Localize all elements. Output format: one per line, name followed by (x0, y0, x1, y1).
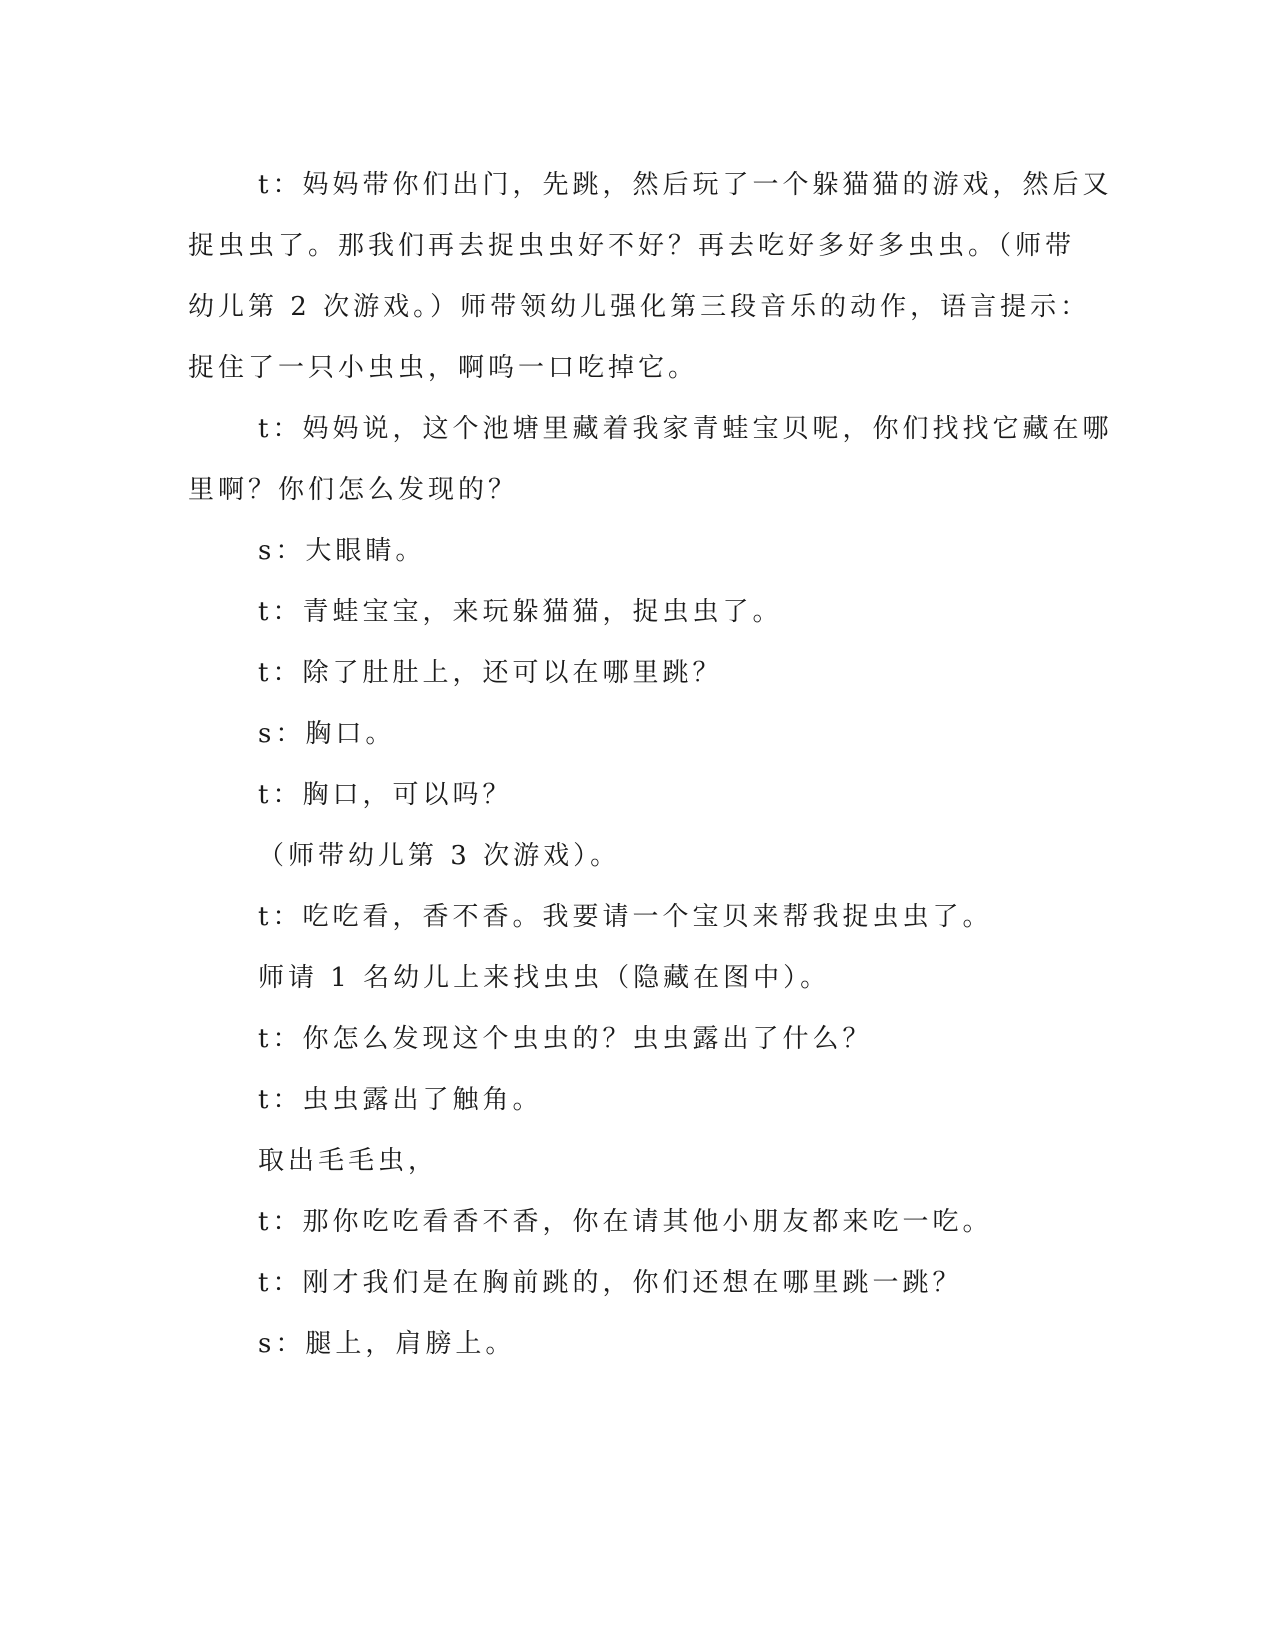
dialogue-line: t：刚才我们是在胸前跳的，你们还想在哪里跳一跳？ (258, 1268, 963, 1298)
paragraph-line: 里啊？你们怎么发现的？ (188, 475, 519, 505)
dialogue-line: t：青蛙宝宝，来玩躲猫猫，捉虫虫了。 (258, 597, 783, 627)
stage-note: （师带幼儿第 3 次游戏）。 (258, 841, 621, 871)
dialogue-line: t：那你吃吃看香不香，你在请其他小朋友都来吃一吃。 (258, 1207, 993, 1237)
stage-note: 师请 1 名幼儿上来找虫虫（隐藏在图中）。 (258, 963, 831, 993)
dialogue-line: t：胸口，可以吗？ (258, 780, 513, 810)
dialogue-line: t：虫虫露出了触角。 (258, 1085, 543, 1115)
dialogue-line: s：腿上，肩膀上。 (258, 1329, 516, 1359)
paragraph-line: t：妈妈说，这个池塘里藏着我家青蛙宝贝呢，你们找找它藏在哪 (258, 414, 1113, 444)
paragraph-line: t：妈妈带你们出门，先跳，然后玩了一个躲猫猫的游戏，然后又 (258, 170, 1113, 200)
stage-note: 取出毛毛虫， (258, 1146, 439, 1176)
paragraph-line: 幼儿第 2 次游戏。）师带领幼儿强化第三段音乐的动作，语言提示： (188, 292, 1091, 322)
paragraph-line: 捉虫虫了。那我们再去捉虫虫好不好？再去吃好多好多虫虫。（师带 (188, 231, 1076, 261)
dialogue-line: t：你怎么发现这个虫虫的？虫虫露出了什么？ (258, 1024, 873, 1054)
paragraph-line: 捉住了一只小虫虫，啊呜一口吃掉它。 (188, 353, 699, 383)
dialogue-line: t：除了肚肚上，还可以在哪里跳？ (258, 658, 723, 688)
dialogue-line: s：胸口。 (258, 719, 396, 749)
dialogue-line: t：吃吃看，香不香。我要请一个宝贝来帮我捉虫虫了。 (258, 902, 993, 932)
dialogue-line: s：大眼睛。 (258, 536, 426, 566)
